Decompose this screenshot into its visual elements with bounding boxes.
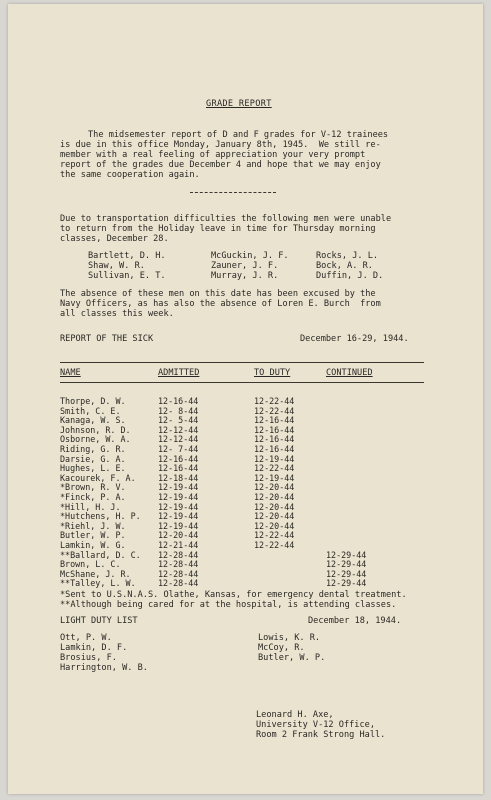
row-continued: 12-29-44 bbox=[326, 578, 367, 589]
absence-note-line: The absence of these men on this date has been excused by the bbox=[60, 289, 376, 299]
absentee-name: Shaw, W. R. bbox=[88, 261, 145, 271]
absence-note-line: all classes this week. bbox=[60, 309, 174, 319]
light-duty-name: Lamkin, D. F. bbox=[60, 643, 128, 653]
signature-line: University V-12 Office, bbox=[256, 720, 375, 730]
row-name: Smith, C. E. bbox=[60, 405, 121, 416]
transport-line: classes, December 28. bbox=[60, 234, 169, 244]
row-admitted: 12- 8-44 bbox=[158, 405, 199, 416]
row-admitted: 12-28-44 bbox=[158, 578, 199, 589]
row-name: *Riehl, J. W. bbox=[60, 520, 126, 531]
absentee-name: Rocks, J. L. bbox=[316, 251, 379, 261]
row-to-duty: 12-22-44 bbox=[254, 396, 295, 406]
transport-line: to return from the Holiday leave in time for Thursday morning bbox=[60, 224, 376, 234]
row-name: **Ballard, D. C. bbox=[60, 549, 141, 560]
footnote: *Sent to U.S.N.A.S. Olathe, Kansas, for emergency dental treatment. bbox=[60, 590, 407, 600]
row-name: Brown, L. C. bbox=[60, 559, 121, 570]
row-admitted: 12-28-44 bbox=[158, 549, 199, 560]
row-admitted: 12-16-44 bbox=[158, 396, 199, 406]
row-name: **Talley, L. W. bbox=[60, 578, 136, 589]
row-name: Darsie, G. A. bbox=[60, 453, 126, 464]
light-duty-heading: LIGHT DUTY LIST bbox=[60, 616, 138, 626]
absentee-name: Bartlett, D. H. bbox=[88, 251, 166, 261]
row-name: Thorpe, D. W. bbox=[60, 396, 126, 406]
row-name: Johnson, R. D. bbox=[60, 424, 131, 435]
light-duty-name: Lowis, K. R. bbox=[258, 633, 321, 643]
row-name: Hughes, L. E. bbox=[60, 463, 126, 474]
absence-note-line: Navy Officers, as has also the absence of Loren E. Burch from bbox=[60, 299, 381, 309]
column-header-to-duty: TO DUTY bbox=[254, 368, 291, 378]
row-to-duty: 12-22-44 bbox=[254, 405, 295, 416]
absentee-name: Sullivan, E. T. bbox=[88, 271, 166, 281]
row-to-duty: 12-20-44 bbox=[254, 482, 295, 493]
intro-line: the same cooperation again. bbox=[60, 170, 200, 180]
sick-report-heading: REPORT OF THE SICK bbox=[60, 334, 154, 344]
row-name: *Hutchens, H. P. bbox=[60, 511, 141, 522]
light-duty-name: Harrington, W. B. bbox=[60, 663, 148, 673]
row-to-duty: 12-16-44 bbox=[254, 424, 295, 435]
row-admitted: 12-12-44 bbox=[158, 434, 199, 445]
column-header-admitted: ADMITTED bbox=[158, 368, 200, 378]
row-to-duty: 12-20-44 bbox=[254, 492, 295, 502]
row-continued: 12-29-44 bbox=[326, 568, 367, 579]
row-admitted: 12-19-44 bbox=[158, 520, 199, 531]
light-duty-name: McCoy, R. bbox=[258, 643, 305, 653]
row-name: Lamkin, W. G. bbox=[60, 540, 126, 550]
table-top-rule bbox=[60, 362, 424, 363]
row-name: Kanaga, W. S. bbox=[60, 415, 126, 426]
row-name: Kacourek, F. A. bbox=[60, 472, 136, 483]
absentee-name: McGuckin, J. F. bbox=[211, 251, 289, 261]
row-to-duty: 12-16-44 bbox=[254, 434, 295, 445]
intro-line: The midsemester report of D and F grades for V-12 trainees bbox=[88, 130, 389, 140]
absentee-name: Bock, A. R. bbox=[316, 261, 373, 271]
intro-line: member with a real feeling of appreciation your very prompt bbox=[60, 150, 366, 160]
absentee-name: Zauner, J. F. bbox=[211, 261, 279, 271]
row-admitted: 12-19-44 bbox=[158, 492, 199, 502]
row-admitted: 12-21-44 bbox=[158, 540, 199, 550]
row-to-duty: 12-19-44 bbox=[254, 453, 295, 464]
row-admitted: 12-16-44 bbox=[158, 453, 199, 464]
row-to-duty: 12-16-44 bbox=[254, 415, 295, 426]
row-admitted: 12- 5-44 bbox=[158, 415, 199, 426]
intro-line: is due in this office Monday, January 8th, 1945. We still re- bbox=[60, 140, 381, 150]
row-admitted: 12-28-44 bbox=[158, 568, 199, 579]
row-to-duty: 12-20-44 bbox=[254, 501, 295, 512]
section-divider bbox=[190, 192, 276, 193]
footnote: **Although being cared for at the hospital, is attending classes. bbox=[60, 600, 397, 610]
row-to-duty: 12-22-44 bbox=[254, 463, 295, 474]
row-admitted: 12-28-44 bbox=[158, 559, 199, 570]
row-name: *Finck, P. A. bbox=[60, 492, 126, 502]
row-admitted: 12-20-44 bbox=[158, 530, 199, 541]
row-to-duty: 12-16-44 bbox=[254, 444, 295, 454]
row-admitted: 12-19-44 bbox=[158, 482, 199, 493]
page-title: GRADE REPORT bbox=[206, 99, 272, 109]
intro-line: report of the grades due December 4 and hope that we may enjoy bbox=[60, 160, 381, 170]
row-admitted: 12-12-44 bbox=[158, 424, 199, 435]
row-admitted: 12- 7-44 bbox=[158, 444, 199, 454]
column-header-continued: CONTINUED bbox=[326, 368, 373, 378]
absentee-name: Duffin, J. D. bbox=[316, 271, 384, 281]
signature-line: Leonard H. Axe, bbox=[256, 710, 334, 720]
row-name: McShane, J. R. bbox=[60, 568, 131, 579]
row-to-duty: 12-20-44 bbox=[254, 520, 295, 531]
row-name: Riding, G. R. bbox=[60, 444, 126, 454]
light-duty-name: Ott, P. W. bbox=[60, 633, 112, 643]
row-name: Osborne, W. A. bbox=[60, 434, 131, 445]
column-header-name: NAME bbox=[60, 368, 81, 378]
row-admitted: 12-19-44 bbox=[158, 511, 199, 522]
light-duty-date: December 18, 1944. bbox=[308, 616, 402, 626]
row-name: Butler, W. P. bbox=[60, 530, 126, 541]
row-to-duty: 12-22-44 bbox=[254, 540, 295, 550]
transport-line: Due to transportation difficulties the following men were unable bbox=[60, 214, 392, 224]
row-admitted: 12-19-44 bbox=[158, 501, 199, 512]
table-header-rule bbox=[60, 382, 424, 383]
light-duty-name: Butler, W. P. bbox=[258, 653, 326, 663]
row-continued: 12-29-44 bbox=[326, 549, 367, 560]
row-admitted: 12-18-44 bbox=[158, 472, 199, 483]
signature-line: Room 2 Frank Strong Hall. bbox=[256, 730, 386, 740]
row-to-duty: 12-22-44 bbox=[254, 530, 295, 541]
document-page bbox=[8, 4, 483, 794]
row-to-duty: 12-19-44 bbox=[254, 472, 295, 483]
absentee-name: Murray, J. R. bbox=[211, 271, 279, 281]
row-to-duty: 12-20-44 bbox=[254, 511, 295, 522]
row-name: *Brown, R. V. bbox=[60, 482, 126, 493]
row-name: *Hill, H. J. bbox=[60, 501, 121, 512]
light-duty-name: Brosius, F. bbox=[60, 653, 117, 663]
row-continued: 12-29-44 bbox=[326, 559, 367, 570]
sick-report-dates: December 16-29, 1944. bbox=[300, 334, 409, 344]
row-admitted: 12-16-44 bbox=[158, 463, 199, 474]
